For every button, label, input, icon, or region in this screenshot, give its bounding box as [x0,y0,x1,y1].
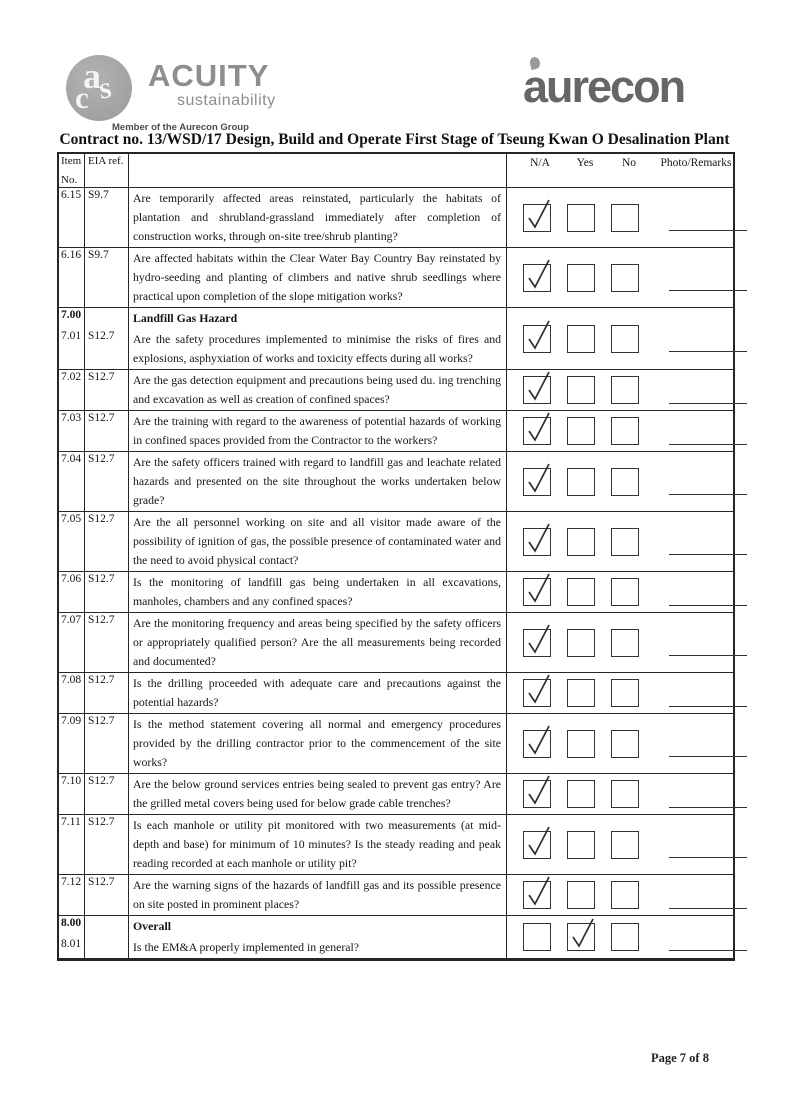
no-checkbox[interactable] [611,264,639,292]
item-no-cell: 8.01 [59,937,85,958]
row-left [59,673,507,713]
yes-checkbox[interactable] [567,730,595,758]
yes-checkbox[interactable] [567,468,595,496]
row-left [59,815,507,874]
item-no-cell: 7.05 [59,512,85,571]
item-no-cell: 7.06 [59,572,85,612]
row-left [59,875,507,915]
yes-checkbox[interactable] [567,923,595,951]
na-checkbox[interactable] [523,376,551,404]
answer-cell [507,452,747,511]
no-checkbox[interactable] [611,831,639,859]
remarks-line[interactable] [669,264,747,291]
no-checkbox[interactable] [611,528,639,556]
no-checkbox[interactable] [611,325,639,353]
no-checkbox-slot [611,468,639,496]
row-left [59,512,507,571]
yes-checkbox[interactable] [567,578,595,606]
monogram-letter: c [75,80,89,115]
row-left [59,774,507,814]
row-entry [59,937,507,958]
no-checkbox-slot [611,923,639,951]
na-checkbox[interactable] [523,325,551,353]
answer-cell [507,308,747,369]
no-checkbox[interactable] [611,881,639,909]
aurecon-wordmark: aurecon [523,61,685,112]
checklist-row [59,411,733,452]
yes-checkbox[interactable] [567,528,595,556]
no-checkbox[interactable] [611,468,639,496]
checklist-row [59,875,733,916]
row-entry [59,875,507,915]
yes-checkbox[interactable] [567,417,595,445]
eia-ref-cell: S12.7 [85,875,129,915]
eia-ref-cell: S12.7 [85,572,129,612]
checklist-row [59,673,733,714]
na-checkbox[interactable] [523,417,551,445]
checklist-row [59,452,733,512]
yes-checkbox-slot [567,730,595,758]
checklist-row [59,370,733,411]
item-no-cell: 7.03 [59,411,85,451]
na-checkbox-slot [523,468,551,496]
na-checkbox-slot [523,881,551,909]
header-item-line1: Item [61,155,82,167]
yes-checkbox-slot [567,629,595,657]
question-text: Are the safety procedures implemented to minimise the risks of fires and explosions, asphyxiation of works and toxicity effects during all works? [129,329,507,369]
answer-cell [507,188,747,247]
yes-checkbox-slot [567,376,595,404]
yes-checkbox-slot [567,528,595,556]
no-checkbox[interactable] [611,730,639,758]
row-entry [59,673,507,713]
na-checkbox[interactable] [523,679,551,707]
yes-checkbox[interactable] [567,264,595,292]
header-item-no [59,154,85,187]
checklist-row [59,308,733,370]
question-text: Is each manhole or utility pit monitored with two measurements (at mid-depth and base) for minimum of 10 minutes? Is the steady reading and peak reading recorded at each manhole or utility pit? [129,815,507,874]
answer-cell [507,875,747,915]
question-text: Is the drilling proceeded with adequate care and precautions against the potential hazards? [129,673,507,713]
item-no-cell: 7.08 [59,673,85,713]
acuity-wordmark: ACUITY [148,58,270,93]
item-no-cell: 7.02 [59,370,85,410]
header-item-line2: No. [61,174,78,186]
item-no-cell: 7.12 [59,875,85,915]
eia-ref-cell [85,308,129,329]
row-left [59,714,507,773]
item-no-cell: 6.16 [59,248,85,307]
item-no-cell: 8.00 [59,916,85,937]
checklist-row [59,512,733,572]
question-text: Are the below ground services entries being sealed to prevent gas entry? Are the grilled metal covers being used for below grade cable trenches? [129,774,507,814]
remarks-line[interactable] [669,468,747,495]
row-left [59,248,507,307]
no-checkbox[interactable] [611,578,639,606]
na-checkbox-slot [523,730,551,758]
na-checkbox[interactable] [523,264,551,292]
na-checkbox-slot [523,578,551,606]
no-checkbox-slot [611,204,639,232]
remarks-line[interactable] [669,730,747,757]
yes-checkbox[interactable] [567,679,595,707]
yes-checkbox[interactable] [567,831,595,859]
yes-checkbox[interactable] [567,204,595,232]
na-checkbox-slot [523,629,551,657]
yes-checkbox-slot [567,578,595,606]
checklist-row [59,613,733,673]
yes-checkbox-slot [567,780,595,808]
no-checkbox[interactable] [611,417,639,445]
no-checkbox-slot [611,325,639,353]
row-entry [59,188,507,247]
acuity-tagline: sustainability [177,92,276,109]
row-entry [59,248,507,307]
eia-ref-cell [85,937,129,958]
no-checkbox-slot [611,780,639,808]
remarks-line[interactable] [669,204,747,231]
na-checkbox[interactable] [523,528,551,556]
question-text: Are the gas detection equipment and precautions being used du. ing trenching and excavation as well as creation of confined spaces? [129,370,507,410]
no-checkbox-slot [611,881,639,909]
na-checkbox[interactable] [523,881,551,909]
eia-ref-cell: S12.7 [85,512,129,571]
header-question [129,154,507,187]
remarks-line[interactable] [669,924,747,951]
na-checkbox[interactable] [523,578,551,606]
checklist-row [59,916,733,959]
row-left [59,411,507,451]
no-checkbox-slot [611,578,639,606]
question-text: Are the all personnel working on site and all visitor made aware of the possibility of ignition of gas, the possible presence of contaminated water and the need to avoid physical contact? [129,512,507,571]
acuity-member-text: Member of the Aurecon Group [112,122,249,133]
yes-checkbox-slot [567,325,595,353]
question-text: Is the monitoring of landfill gas being undertaken in all excavations, manholes, chambers and any confined spaces? [129,572,507,612]
yes-checkbox-slot [567,468,595,496]
checklist-row [59,714,733,774]
na-checkbox-slot [523,325,551,353]
na-checkbox-slot [523,831,551,859]
remarks-line[interactable] [669,528,747,555]
row-entry [59,308,507,329]
header-yes: Yes [576,157,594,169]
answer-cell [507,916,747,958]
question-text: Is the method statement covering all normal and emergency procedures provided by the drilling contractor prior to the commencement of the site works? [129,714,507,773]
answer-cell [507,714,747,773]
row-left [59,452,507,511]
item-no-cell: 7.04 [59,452,85,511]
answer-cell [507,248,747,307]
question-text: Is the EM&A properly implemented in general? [129,937,507,958]
answer-cell [507,411,747,451]
monogram-letter: a [83,56,101,96]
question-text: Are the training with regard to the awareness of potential hazards of working in confined spaces provided from the Contractor to the workers? [129,411,507,451]
header-answer-columns [507,154,733,187]
answer-cell [507,613,747,672]
aurecon-logo [523,55,753,115]
answer-cell [507,673,747,713]
na-checkbox[interactable] [523,780,551,808]
no-checkbox[interactable] [611,679,639,707]
na-checkbox-slot [523,204,551,232]
row-entry [59,916,507,937]
na-checkbox[interactable] [523,831,551,859]
no-checkbox[interactable] [611,923,639,951]
row-left [59,188,507,247]
no-checkbox-slot [611,831,639,859]
question-text: Are affected habitats within the Clear Water Bay Country Bay reinstated by hydro-seeding and planting of climbers and native shrub seedlings where practical upon completion of the slope mitigation works? [129,248,507,307]
no-checkbox-slot [611,264,639,292]
header-na: N/A [530,157,550,169]
no-checkbox-slot [611,528,639,556]
no-checkbox-slot [611,629,639,657]
yes-checkbox-slot [567,881,595,909]
row-entry [59,613,507,672]
row-left [59,613,507,672]
na-checkbox-slot [523,923,551,951]
yes-checkbox-slot [567,417,595,445]
answer-cell [507,774,747,814]
checklist-table [57,152,735,961]
eia-ref-cell: S12.7 [85,815,129,874]
item-no-cell: 7.09 [59,714,85,773]
remarks-line[interactable] [669,680,747,707]
row-left [59,916,507,958]
no-checkbox[interactable] [611,780,639,808]
yes-checkbox[interactable] [567,780,595,808]
yes-checkbox-slot [567,204,595,232]
item-no-cell: 6.15 [59,188,85,247]
row-entry [59,329,507,369]
checklist-row [59,815,733,875]
no-checkbox[interactable] [611,629,639,657]
row-left [59,572,507,612]
na-checkbox-slot [523,528,551,556]
checklist-row [59,248,733,308]
eia-ref-cell: S12.7 [85,613,129,672]
remarks-line[interactable] [669,882,747,909]
eia-ref-cell [85,916,129,937]
item-no-cell: 7.11 [59,815,85,874]
row-entry [59,714,507,773]
question-text: Are the monitoring frequency and areas being specified by the safety officers or appropriately qualified person? Are the all measurements being recorded and documented? [129,613,507,672]
eia-ref-cell: S12.7 [85,714,129,773]
eia-ref-cell: S12.7 [85,673,129,713]
row-left [59,308,507,369]
row-entry [59,774,507,814]
row-entry [59,452,507,511]
checklist-row [59,774,733,815]
na-checkbox[interactable] [523,629,551,657]
no-checkbox-slot [611,417,639,445]
yes-checkbox-slot [567,831,595,859]
table-body [59,188,733,959]
remarks-line[interactable] [669,579,747,606]
question-text: Landfill Gas Hazard [129,308,507,329]
answer-cell [507,370,747,410]
answer-cell [507,815,747,874]
item-no-cell: 7.10 [59,774,85,814]
row-left [59,370,507,410]
no-checkbox-slot [611,730,639,758]
answer-cell [507,572,747,612]
row-entry [59,512,507,571]
question-text: Overall [129,916,507,937]
remarks-line[interactable] [669,325,747,352]
remarks-line[interactable] [669,781,747,808]
header-eia-ref: EIA ref. [85,154,129,187]
yes-checkbox[interactable] [567,376,595,404]
yes-checkbox[interactable] [567,325,595,353]
eia-ref-cell: S12.7 [85,329,129,369]
item-no-cell: 7.01 [59,329,85,369]
question-text: Are temporarily affected areas reinstated, particularly the habitats of plantation and shrubland-grassland immediately after completion of construction works, through on-site tree/shrub planting? [129,188,507,247]
remarks-line[interactable] [669,831,747,858]
na-checkbox-slot [523,679,551,707]
na-checkbox[interactable] [523,468,551,496]
acuity-logo [60,52,390,137]
na-checkbox-slot [523,264,551,292]
no-checkbox-slot [611,376,639,404]
item-no-cell: 7.07 [59,613,85,672]
question-text: Are the safety officers trained with regard to landfill gas and leachate related hazards and presented on the site throughout the works undertaken below grade? [129,452,507,511]
no-checkbox[interactable] [611,204,639,232]
acuity-monogram-icon [66,55,132,121]
remarks-line[interactable] [669,377,747,404]
na-checkbox[interactable] [523,923,551,951]
eia-ref-cell: S12.7 [85,774,129,814]
checklist-row [59,188,733,248]
eia-ref-cell: S12.7 [85,411,129,451]
no-checkbox[interactable] [611,376,639,404]
no-checkbox-slot [611,679,639,707]
row-entry [59,411,507,451]
yes-checkbox-slot [567,679,595,707]
na-checkbox-slot [523,417,551,445]
checklist-row [59,572,733,613]
question-text: Are the warning signs of the hazards of landfill gas and its possible presence on site posted in prominent places? [129,875,507,915]
na-checkbox[interactable] [523,730,551,758]
header-remarks: Photo/Remarks [660,157,732,169]
answer-cell [507,512,747,571]
table-header-row [59,154,733,188]
na-checkbox-slot [523,376,551,404]
yes-checkbox[interactable] [567,881,595,909]
yes-checkbox-slot [567,264,595,292]
na-checkbox-slot [523,780,551,808]
page-number: Page 7 of 8 [651,1051,709,1065]
row-entry [59,370,507,410]
row-entry [59,572,507,612]
eia-ref-cell: S9.7 [85,188,129,247]
header-no: No [621,157,637,169]
yes-checkbox-slot [567,923,595,951]
eia-ref-cell: S9.7 [85,248,129,307]
page-title: Contract no. 13/WSD/17 Design, Build and Operate First Stage of Tseung Kwan O Desalination Plant [59,131,730,148]
eia-ref-cell: S12.7 [85,370,129,410]
eia-ref-cell: S12.7 [85,452,129,511]
yes-checkbox[interactable] [567,629,595,657]
remarks-line[interactable] [669,629,747,656]
na-checkbox[interactable] [523,204,551,232]
remarks-line[interactable] [669,418,747,445]
item-no-cell: 7.00 [59,308,85,329]
monogram-letter: s [96,69,114,106]
row-entry [59,815,507,874]
